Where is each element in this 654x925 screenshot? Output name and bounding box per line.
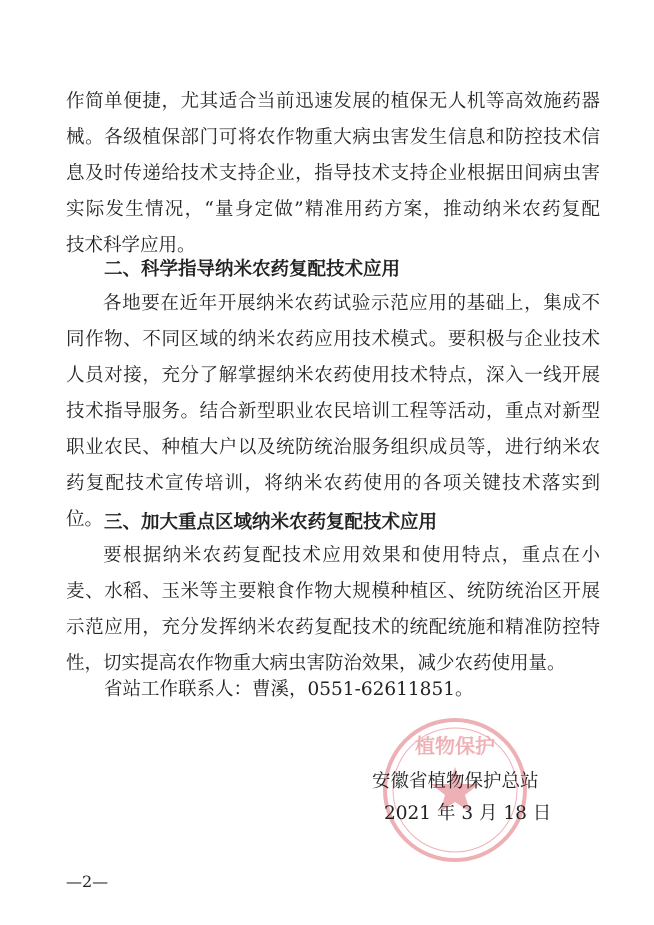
text-line: 示范应用，充分发挥纳米农药复配技术的统配统施和精准防控特 xyxy=(66,617,600,638)
text-line: 技术科学应用。 xyxy=(66,235,196,256)
section-heading-2: 二、科学指导纳米农药复配技术应用 xyxy=(104,259,401,280)
text-line: 人员对接，充分了解掌握纳米农药使用技术特点，深入一线开展 xyxy=(66,365,600,386)
text-line: 同作物、不同区域的纳米农药应用技术模式。要积极与企业技术 xyxy=(66,329,600,350)
text-line: 械。各级植保部门可将农作物重大病虫害发生信息和防控技术信 xyxy=(66,127,600,148)
signature-date: 2021 年 3 月 18 日 xyxy=(384,803,552,824)
text-line: 实际发生情况，“量身定做”精准用药方案，推动纳米农药复配 xyxy=(66,199,600,220)
paragraph-intro xyxy=(66,84,600,264)
paragraph-section-3 xyxy=(66,538,600,682)
page-number: —2— xyxy=(66,872,109,891)
text-line: 作简单便捷，尤其适合当前迅速发展的植保无人机等高效施药器 xyxy=(66,91,600,112)
text-line: 性，切实提高农作物重大病虫害防治效果，减少农药使用量。 xyxy=(66,653,566,674)
text-line: 位。 xyxy=(66,509,104,530)
text-line: 技术指导服务。结合新型职业农民培训工程等活动，重点对新型 xyxy=(66,401,600,422)
svg-text:植物保护: 植物保护 xyxy=(415,734,495,758)
paragraph-section-2 xyxy=(66,286,600,538)
text-line: 麦、水稻、玉米等主要粮食作物大规模种植区、统防统治区开展 xyxy=(66,581,600,602)
signature-organization: 安徽省植物保护总站 xyxy=(372,771,539,792)
text-line: 息及时传递给技术支持企业，指导技术支持企业根据田间病虫害 xyxy=(66,163,600,184)
text-line: 各地要在近年开展纳米农药试验示范应用的基础上，集成不 xyxy=(103,293,600,314)
text-line: 药复配技术宣传培训，将纳米农药使用的各项关键技术落实到 xyxy=(66,473,600,494)
contact-line: 省站工作联系人：曹溪，0551-62611851。 xyxy=(104,679,474,700)
text-line: 要根据纳米农药复配技术应用效果和使用特点，重点在小 xyxy=(103,545,600,566)
section-heading-3: 三、加大重点区域纳米农药复配技术应用 xyxy=(104,512,438,533)
text-line: 职业农民、种植大户以及统防统治服务组织成员等，进行纳米农 xyxy=(66,437,600,458)
